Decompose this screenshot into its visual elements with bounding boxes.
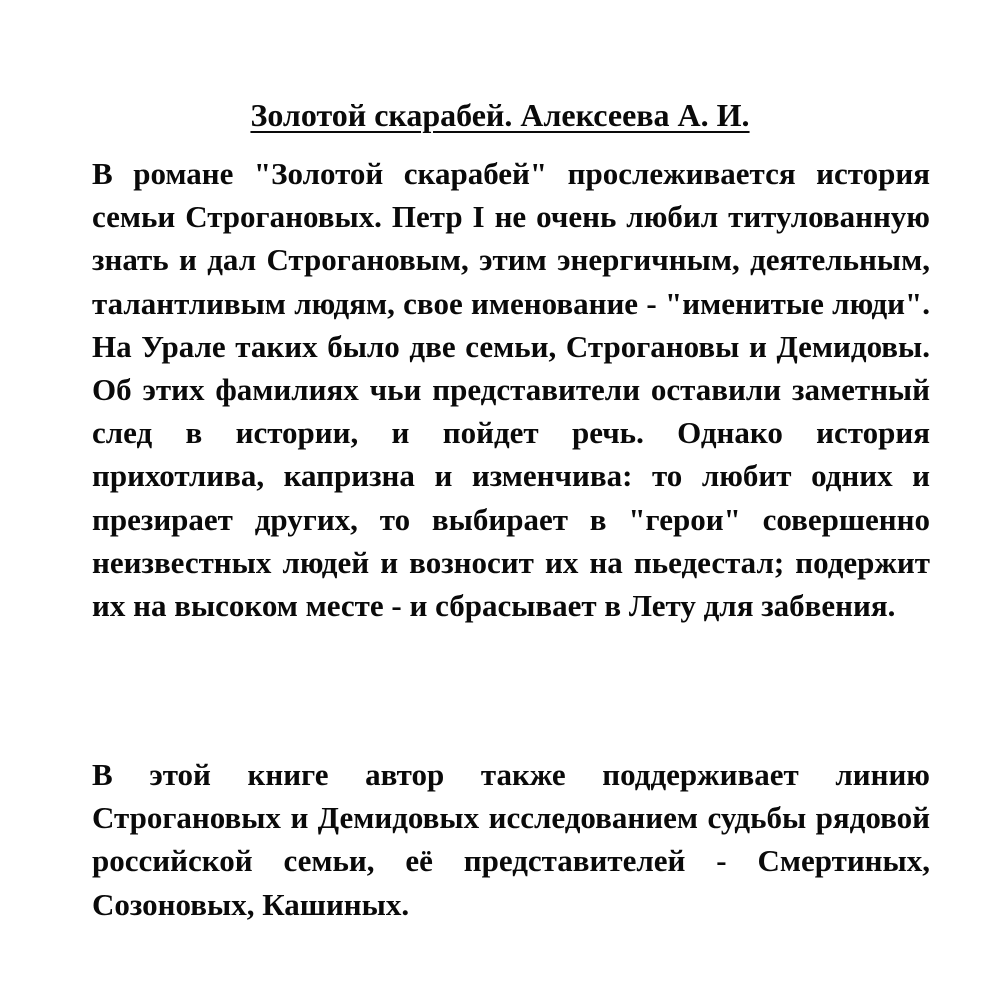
paragraph-1: В романе "Золотой скарабей" прослеживается история семьи Строгановых. Петр I не очень любил титулованную знать и дал Строгановым, этим энергичным, деятельным, талантливым людям, свое именование - "именитые люди". На Урале таких было две семьи, Строгановы и Демидовы. Об этих фамилиях чьи представители оставили заметный след в истории, и пойдет речь. Однако история прихотлива, капризна и изменчива: то любит одних и презирает других, то выбирает в "герои" совершенно неизвестных людей и возносит их на пьедестал; подержит их на высоком месте - и сбрасывает в Лету для забвения.	[92, 156, 930, 624]
paragraph-2: В этой книге автор также поддерживает линию Строгановых и Демидовых исследованием судьбы рядовой российской семьи, её представителей - Смертиных, Созоновых, Кашиных.	[92, 757, 930, 922]
document-title: Золотой скарабей. Алексеева А. И.	[250, 97, 750, 133]
